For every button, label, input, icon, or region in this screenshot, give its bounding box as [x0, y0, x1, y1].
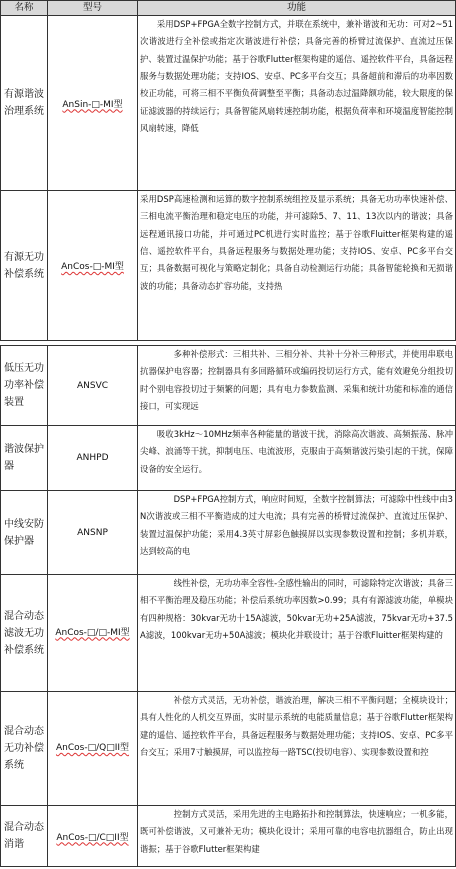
- row-function: 线性补偿，无功功率全容性-全感性输出的同时，可滤除特定次谐波；具备三相不平衡治理及稳压功能；补偿后系统功率因数>0.99；具有有源滤波功能，单模块有四种规格：30kvar无功十15A滤波，50kvar无功+25A滤波，75kvar无功+37.5A滤波，100kvar无功+50A滤波；模块化并联设计；基于谷歌Fluitter框架构建的: [138, 575, 456, 692]
- header-name: 名称: [1, 1, 48, 16]
- row-function: DSP+FPGA控制方式，响应时间短，全数字控制算法；可滤除中性线中由3N次谐波或三相不平衡造成的过大电流；具有完善的桥臂过流保护、直流过压保护、装置过温保护功能；采用4.3英寸屏彩色触摸屏以实现参数设置和控制；多机并联，达到较高的电: [138, 491, 456, 575]
- table-row: [1, 346, 456, 426]
- row-name: 混合动态消谐: [1, 806, 48, 867]
- row-model: ANHPD: [48, 426, 138, 491]
- table-row: [1, 491, 456, 575]
- row-name: 有源谐波治理系统: [1, 16, 48, 191]
- row-model: AnCos-□/Q□II型: [48, 692, 138, 806]
- row-model: ANSNP: [48, 491, 138, 575]
- row-name: 混合动态滤波无功补偿系统: [1, 575, 48, 692]
- row-model: AnCos-□/□-MI型: [48, 575, 138, 692]
- row-name: 中线安防保护器: [1, 491, 48, 575]
- table-row: [1, 692, 456, 806]
- row-model: ANSVC: [48, 346, 138, 426]
- row-model: AnCos-□-MI型: [48, 191, 138, 341]
- header-function: 功能: [138, 1, 456, 16]
- table-row: [1, 806, 456, 867]
- row-function: 采用DSP高速检测和运算的数字控制系统组控及显示系统；具备无功功率快速补偿、三相电流平衡治理和稳定电压的功能，并可滤除5、7、11、13次以内的谐波；具备远程通讯接口功能，并可通过PC机进行实时监控；基于谷歌Fluitter框架构建的遥信、遥控软件平台，具备远程服务与数据处理功能；支持IOS、安卓、PC多平台交互；具备数据可视化与策略定制化；具备自动检测运行功能；具备智能轮换和无损谐波的功能；具备动态扩容功能，支持热: [138, 191, 456, 341]
- row-model: AnSin-□-MI型: [48, 16, 138, 191]
- row-name: 低压无功功率补偿装置: [1, 346, 48, 426]
- row-model: AnCos-□/C□II型: [48, 806, 138, 867]
- row-function: 采用DSP+FPGA全数字控制方式，并联在系统中，兼补谐波和无功：可对2~51次谐波进行全补偿或指定次谐波进行补偿；具备完善的桥臂过流保护、直流过压保护、装置过温保护功能；基于谷歌Flutter框架构建的遥信、遥控软件平台，具备远程服务与数据处理功能；支持IOS、安卓、PC多平台交互；具备超前和滞后的功率因数校正功能，可将三相不平衡负荷调整至平衡；具备动态过温降额功能，较大限度的保证滤波器的持续运行；具备智能风扇转速控制功能，根据负荷率和环境温度智能控制风扇转速，降低: [138, 16, 456, 191]
- header-model: 型号: [48, 1, 138, 16]
- row-function: 多种补偿形式：三相共补、三相分补、共补十分补三种形式，并使用串联电抗器保护电容器；控制器具有多回路循环或编码投切运行方式，能有效避免分组投切时个别电容投切过于频繁的问题；具有电力参数监测、采集和统计功能和标准的通信接口，可实现远: [138, 346, 456, 426]
- row-name: 有源无功补偿系统: [1, 191, 48, 341]
- row-name: 混合动态无功补偿系统: [1, 692, 48, 806]
- table-header-row: [1, 1, 456, 16]
- table-row: [1, 575, 456, 692]
- table-row: [1, 16, 456, 191]
- row-function: 补偿方式灵活，无功补偿，谐波治理，解决三相不平衡问题；全模块设计；具有人性化的人机交互界面，实时显示系统的电能质量信息；基于谷歌Flutter框架构建的遥信、遥控软件平台，具备远程服务与数据处理功能；支持IOS、安卓、PC多平台交互；采用7寸触摸屏，可以监控每一路TSC(投切电容）、实现参数设置和控: [138, 692, 456, 806]
- table-row: [1, 426, 456, 491]
- row-function: 控制方式灵活，采用先进的主电路拓扑和控制算法，快速响应；一机多能，既可补偿谐波，又可兼补无功；模块化设计；采用可靠的电容电抗器组合，防止出现谐振；基于谷歌Flutter框架构建: [138, 806, 456, 867]
- table-row: [1, 191, 456, 341]
- row-name: 谐波保护器: [1, 426, 48, 491]
- row-function: 吸收3kHz～10MHz频率各种能量的谐波干扰，消除高次谐波、高频振荡、脉冲尖峰、浪涌等干扰，抑制电压、电流波形，克服由于高频谐波污染引起的干扰，保障设备的安全运行。: [138, 426, 456, 491]
